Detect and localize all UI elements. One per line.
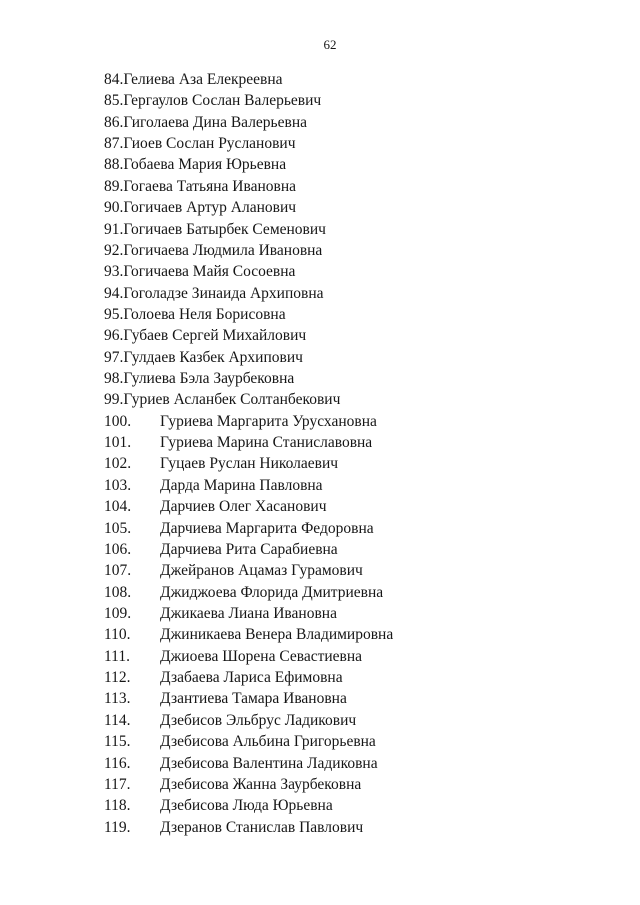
item-name: Голоева Неля Борисовна bbox=[123, 305, 286, 323]
list-item bbox=[104, 731, 604, 752]
item-number: 116. bbox=[104, 754, 131, 772]
item-number: 93. bbox=[104, 263, 124, 281]
item-name: Гогичаева Людмила Ивановна bbox=[123, 241, 323, 259]
list-item bbox=[104, 603, 604, 624]
list-item bbox=[104, 646, 604, 667]
item-number: 96. bbox=[104, 327, 124, 345]
item-name: Гиоев Сослан Русланович bbox=[123, 135, 296, 153]
item-name: Гогичаев Артур Аланович bbox=[123, 199, 297, 217]
item-name: Дарчиева Маргарита Федоровна bbox=[160, 519, 374, 537]
item-number: 106. bbox=[104, 540, 132, 558]
item-number: 107. bbox=[104, 562, 132, 580]
item-name: Гоголадзе Зинаида Архиповна bbox=[123, 284, 324, 302]
list-item bbox=[104, 453, 604, 474]
item-name: Гогаева Татьяна Ивановна bbox=[123, 177, 297, 195]
item-name: Гелиева Аза Елекреевна bbox=[123, 71, 283, 88]
list-item bbox=[104, 774, 604, 795]
list-item bbox=[104, 347, 604, 368]
item-name: Гуриев Асланбек Солтанбекович bbox=[123, 391, 341, 409]
item-number: 118. bbox=[104, 797, 131, 815]
item-name: Губаев Сергей Михайлович bbox=[123, 327, 307, 345]
item-name: Дзебисова Альбина Григорьевна bbox=[160, 733, 376, 751]
list-item bbox=[104, 753, 604, 774]
item-name: Дарчиева Рита Сарабиевна bbox=[160, 540, 338, 558]
item-name: Дарда Марина Павловна bbox=[160, 476, 323, 494]
item-name: Джикаева Лиана Ивановна bbox=[160, 604, 337, 622]
item-number: 115. bbox=[104, 733, 131, 751]
list-item bbox=[104, 176, 604, 197]
item-number: 99. bbox=[104, 391, 124, 409]
list-item bbox=[104, 710, 604, 731]
list-item bbox=[104, 817, 604, 838]
item-number: 109. bbox=[104, 604, 132, 622]
item-number: 88. bbox=[104, 156, 124, 174]
list-item bbox=[104, 560, 604, 581]
item-number: 89. bbox=[104, 177, 124, 195]
item-number: 110. bbox=[104, 626, 131, 644]
list-item bbox=[104, 688, 604, 709]
item-name: Гулиева Бэла Заурбековна bbox=[123, 370, 295, 388]
item-number: 102. bbox=[104, 455, 132, 473]
list-item bbox=[104, 475, 604, 496]
item-number: 94. bbox=[104, 284, 124, 302]
item-name: Гиголаева Дина Валерьевна bbox=[123, 113, 307, 131]
item-number: 117. bbox=[104, 775, 131, 793]
item-number: 86. bbox=[104, 113, 124, 131]
item-name: Гергаулов Сослан Валерьевич bbox=[123, 92, 322, 110]
item-name: Дзабаева Лариса Ефимовна bbox=[160, 669, 343, 687]
list-item bbox=[104, 69, 604, 90]
list-item bbox=[104, 582, 604, 603]
item-number: 105. bbox=[104, 519, 132, 537]
list-item bbox=[104, 389, 604, 410]
item-name: Гогичаева Майя Сосоевна bbox=[123, 263, 296, 281]
list-item bbox=[104, 112, 604, 133]
name-list bbox=[104, 69, 604, 838]
list-item bbox=[104, 283, 604, 304]
item-name: Джейранов Ацамаз Гурамович bbox=[160, 562, 363, 580]
page-number: 62 bbox=[323, 37, 337, 52]
item-name: Дзебисова Люда Юрьевна bbox=[160, 797, 333, 815]
item-number: 103. bbox=[104, 476, 132, 494]
item-name: Джиникаева Венера Владимировна bbox=[160, 626, 394, 644]
item-name: Дзебисова Валентина Ладиковна bbox=[160, 754, 378, 772]
list-item bbox=[104, 496, 604, 517]
item-name: Джиджоева Флорида Дмитриевна bbox=[160, 583, 384, 601]
item-name: Гуцаев Руслан Николаевич bbox=[160, 455, 339, 473]
item-name: Гуриева Маргарита Урусхановна bbox=[160, 412, 377, 430]
list-item bbox=[104, 90, 604, 111]
item-number: 95. bbox=[104, 305, 124, 323]
list-item bbox=[104, 304, 604, 325]
item-number: 87. bbox=[104, 135, 124, 153]
item-number: 101. bbox=[104, 434, 132, 452]
list-item bbox=[104, 667, 604, 688]
item-name: Гогичаев Батырбек Семенович bbox=[123, 220, 326, 238]
item-number: 112. bbox=[104, 669, 131, 687]
item-name: Гобаева Мария Юрьевна bbox=[123, 156, 287, 174]
list-item bbox=[104, 240, 604, 261]
list-item bbox=[104, 219, 604, 240]
item-number: 113. bbox=[104, 690, 131, 708]
item-name: Джиоева Шорена Севастиевна bbox=[160, 647, 363, 665]
list-item bbox=[104, 154, 604, 175]
list-item bbox=[104, 261, 604, 282]
item-number: 91. bbox=[104, 220, 124, 238]
item-name: Гуриева Марина Станиславовна bbox=[160, 434, 373, 452]
item-number: 92. bbox=[104, 241, 124, 259]
list-item bbox=[104, 795, 604, 816]
item-name: Дзебисова Жанна Заурбековна bbox=[160, 775, 362, 793]
item-number: 100. bbox=[104, 412, 132, 430]
item-number: 85. bbox=[104, 92, 124, 110]
list-item bbox=[104, 197, 604, 218]
item-number: 84. bbox=[104, 71, 124, 88]
list-item bbox=[104, 368, 604, 389]
item-number: 114. bbox=[104, 711, 131, 729]
item-number: 97. bbox=[104, 348, 124, 366]
item-number: 90. bbox=[104, 199, 124, 217]
item-name: Дарчиев Олег Хасанович bbox=[160, 498, 327, 516]
list-item bbox=[104, 518, 604, 539]
item-number: 119. bbox=[104, 818, 131, 836]
list-item bbox=[104, 539, 604, 560]
item-name: Дзантиева Тамара Ивановна bbox=[160, 690, 347, 708]
list-item bbox=[104, 133, 604, 154]
item-name: Дзеранов Станислав Павлович bbox=[160, 818, 364, 836]
item-name: Гулдаев Казбек Архипович bbox=[123, 348, 303, 366]
item-number: 104. bbox=[104, 498, 132, 516]
list-item bbox=[104, 432, 604, 453]
item-number: 98. bbox=[104, 370, 124, 388]
item-number: 108. bbox=[104, 583, 132, 601]
list-item bbox=[104, 624, 604, 645]
list-item bbox=[104, 411, 604, 432]
item-name: Дзебисов Эльбрус Ладикович bbox=[160, 711, 357, 729]
item-number: 111. bbox=[104, 647, 130, 665]
list-item bbox=[104, 325, 604, 346]
